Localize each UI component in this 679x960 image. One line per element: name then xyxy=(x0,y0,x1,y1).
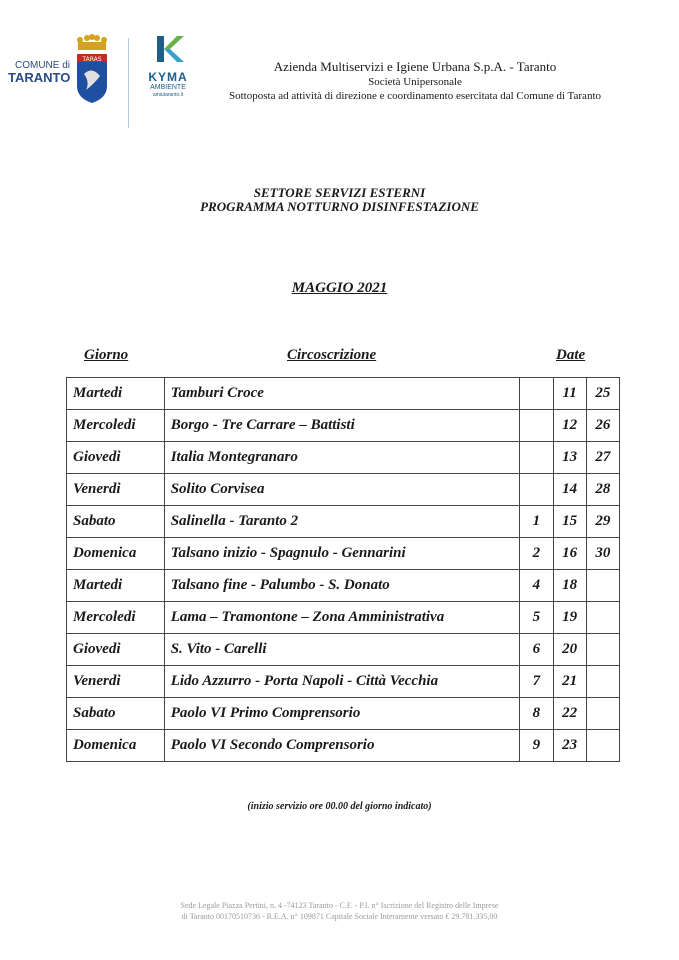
column-header-day: Giorno xyxy=(84,347,129,363)
number-cell: 8 xyxy=(520,698,553,730)
date-cell-1: 22 xyxy=(553,698,586,730)
date-cell-2: 30 xyxy=(586,538,619,570)
kyma-url: amiutaranto.it xyxy=(152,92,184,98)
area-cell: Lama – Tramontone – Zona Amministrativa xyxy=(164,602,520,634)
day-cell: Venerdi xyxy=(67,474,165,506)
number-cell xyxy=(520,378,553,410)
number-cell xyxy=(520,442,553,474)
date-cell-1: 12 xyxy=(553,410,586,442)
comune-logo-big-text: TARANTO xyxy=(8,70,71,85)
date-cell-2 xyxy=(586,634,619,666)
number-cell: 9 xyxy=(520,730,553,762)
table-row xyxy=(67,602,620,634)
table-row xyxy=(67,634,620,666)
area-cell: Talsano inizio - Spagnulo - Gennarini xyxy=(164,538,520,570)
area-cell: Italia Montegranaro xyxy=(164,442,520,474)
kyma-sub: AMBIENTE xyxy=(150,84,186,91)
table-row xyxy=(67,410,620,442)
date-cell-1: 14 xyxy=(553,474,586,506)
day-cell: Domenica xyxy=(67,730,165,762)
area-cell: Lido Azzurro - Porta Napoli - Città Vecchia xyxy=(164,666,520,698)
day-cell: Sabato xyxy=(67,506,165,538)
schedule-table xyxy=(66,377,620,762)
month-title: MAGGIO 2021 xyxy=(291,280,388,296)
service-note: (inizio servizio ore 00.00 del giorno indicato) xyxy=(247,801,432,812)
date-cell-1: 21 xyxy=(553,666,586,698)
date-cell-2 xyxy=(586,666,619,698)
area-cell: Tamburi Croce xyxy=(164,378,520,410)
company-name: Azienda Multiservizi e Igiene Urbana S.p.A. - Taranto xyxy=(273,59,557,74)
table-row xyxy=(67,698,620,730)
company-type: Società Unipersonale xyxy=(368,76,462,88)
area-cell: Salinella - Taranto 2 xyxy=(164,506,520,538)
number-cell xyxy=(520,410,553,442)
date-cell-2: 26 xyxy=(586,410,619,442)
column-header-area: Circoscrizione xyxy=(287,347,377,363)
date-cell-1: 13 xyxy=(553,442,586,474)
number-cell: 5 xyxy=(520,602,553,634)
day-cell: Sabato xyxy=(67,698,165,730)
date-cell-1: 11 xyxy=(553,378,586,410)
kyma-name: KYMA xyxy=(148,70,188,84)
column-header-dates: Date xyxy=(556,347,586,363)
date-cell-2 xyxy=(586,698,619,730)
date-cell-1: 18 xyxy=(553,570,586,602)
company-header xyxy=(200,58,630,103)
date-cell-2 xyxy=(586,730,619,762)
table-row xyxy=(67,666,620,698)
area-cell: Solito Corvisea xyxy=(164,474,520,506)
program-title: PROGRAMMA NOTTURNO DISINFESTAZIONE xyxy=(200,199,479,214)
day-cell: Martedi xyxy=(67,378,165,410)
area-cell: Borgo - Tre Carrare – Battisti xyxy=(164,410,520,442)
date-cell-1: 20 xyxy=(553,634,586,666)
comune-logo-small-text: COMUNE di xyxy=(14,60,70,71)
date-cell-1: 23 xyxy=(553,730,586,762)
date-cell-1: 19 xyxy=(553,602,586,634)
date-cell-2: 27 xyxy=(586,442,619,474)
number-cell: 7 xyxy=(520,666,553,698)
table-row xyxy=(67,378,620,410)
document-title xyxy=(0,186,679,214)
day-cell: Martedi xyxy=(67,570,165,602)
table-row xyxy=(67,442,620,474)
date-cell-2: 25 xyxy=(586,378,619,410)
comune-logo xyxy=(8,60,70,85)
day-cell: Giovedi xyxy=(67,442,165,474)
day-cell: Giovedi xyxy=(67,634,165,666)
number-cell: 1 xyxy=(520,506,553,538)
number-cell: 4 xyxy=(520,570,553,602)
number-cell xyxy=(520,474,553,506)
table-row xyxy=(67,538,620,570)
date-cell-2 xyxy=(586,602,619,634)
section-title: SETTORE SERVIZI ESTERNI xyxy=(253,185,426,200)
day-cell: Mercoledi xyxy=(67,602,165,634)
number-cell: 2 xyxy=(520,538,553,570)
area-cell: S. Vito - Carelli xyxy=(164,634,520,666)
date-cell-2: 28 xyxy=(586,474,619,506)
date-cell-1: 16 xyxy=(553,538,586,570)
table-row xyxy=(67,730,620,762)
table-row xyxy=(67,570,620,602)
kyma-k-icon xyxy=(151,34,185,64)
crest-text: TARAS xyxy=(82,56,102,63)
area-cell: Paolo VI Primo Comprensorio xyxy=(164,698,520,730)
day-cell: Mercoledi xyxy=(67,410,165,442)
date-cell-2 xyxy=(586,570,619,602)
company-note: Sottoposta ad attività di direzione e coordinamento esercitata dal Comune di Taranto xyxy=(229,90,601,102)
table-row xyxy=(67,474,620,506)
footer xyxy=(0,900,679,922)
footer-line-1: Sede Legale Piazza Pertini, n. 4 -74123 Taranto - C.F. - P.I. n° Iscrizione del Registro delle Imprese xyxy=(180,901,499,910)
header-divider xyxy=(128,38,129,128)
day-cell: Domenica xyxy=(67,538,165,570)
area-cell: Paolo VI Secondo Comprensorio xyxy=(164,730,520,762)
number-cell: 6 xyxy=(520,634,553,666)
date-cell-1: 15 xyxy=(553,506,586,538)
table-row xyxy=(67,506,620,538)
footer-line-2: di Taranto 00170510736 - R.E.A. n° 109871 Capitale Sociale Interamente versato € 29.781.335,00 xyxy=(181,912,498,921)
date-cell-2: 29 xyxy=(586,506,619,538)
day-cell: Venerdi xyxy=(67,666,165,698)
kyma-logo xyxy=(140,34,196,99)
area-cell: Talsano fine - Palumbo - S. Donato xyxy=(164,570,520,602)
taranto-crest-icon xyxy=(74,34,110,104)
